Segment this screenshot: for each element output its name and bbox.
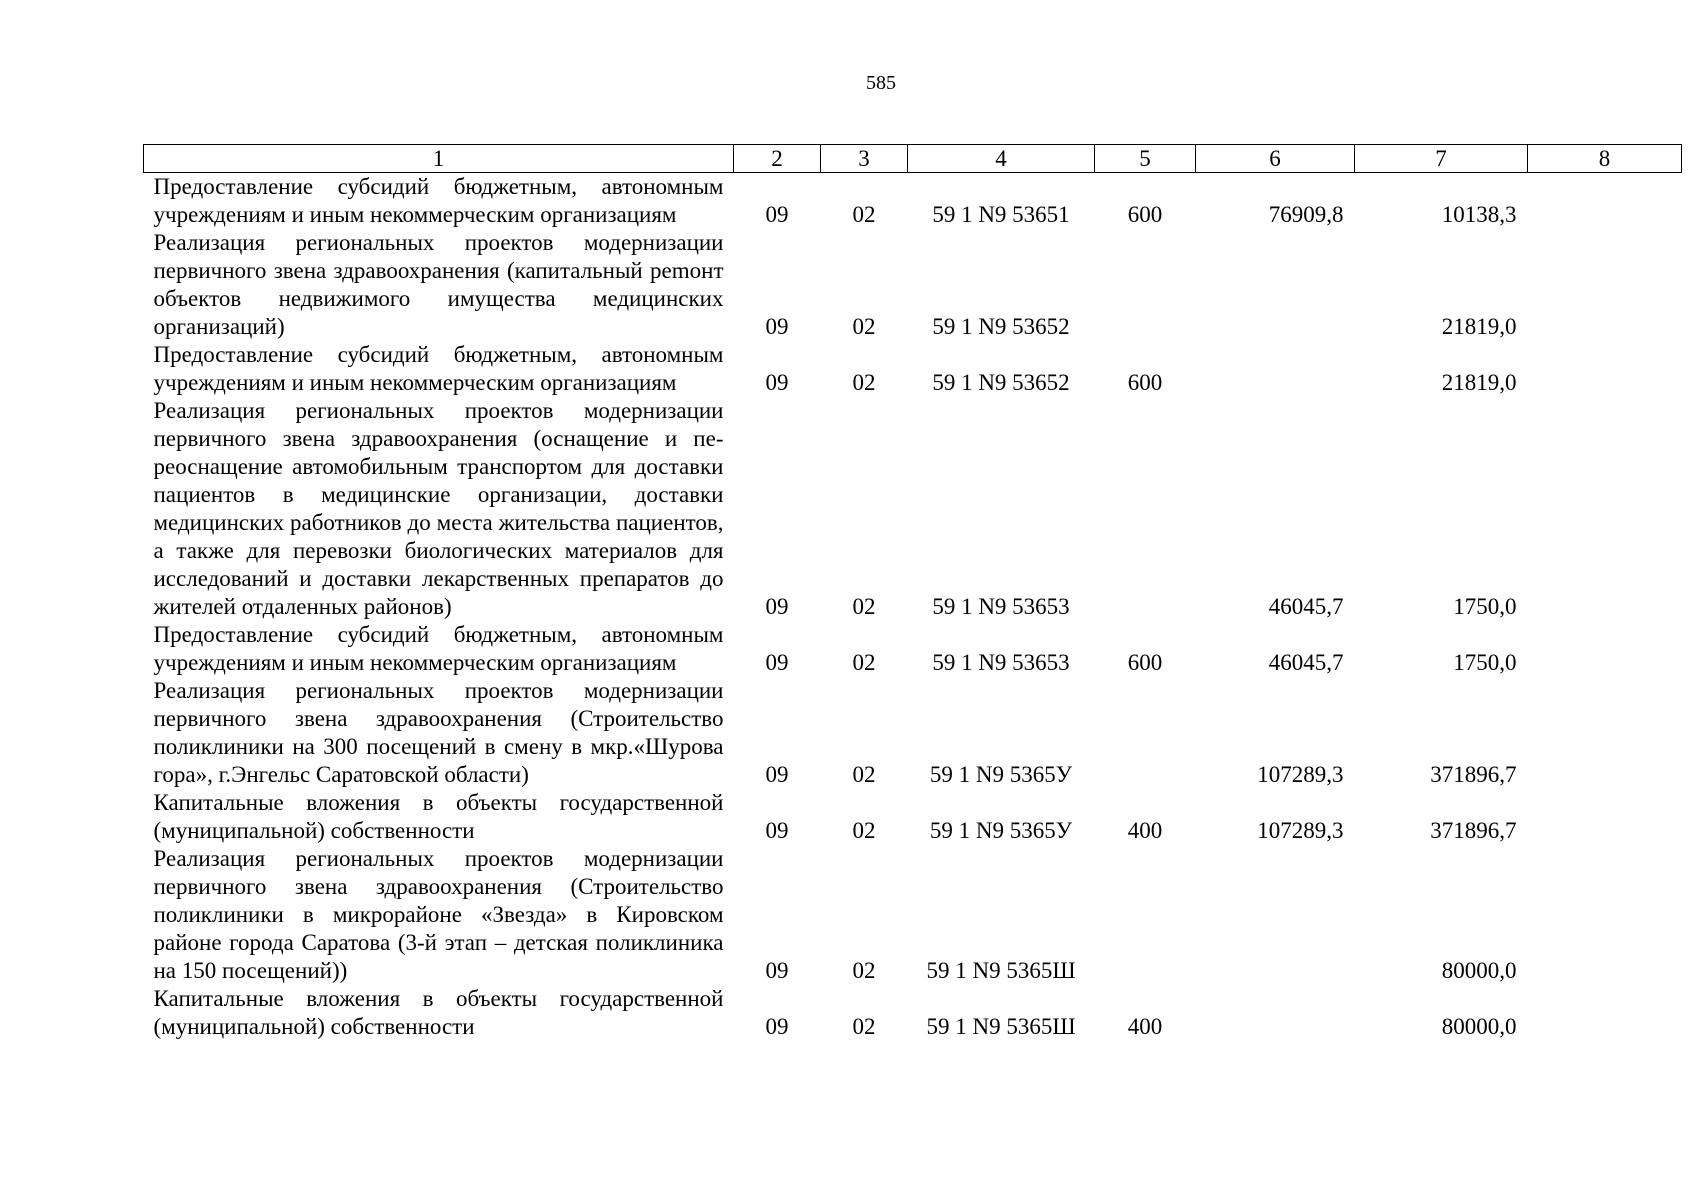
- row-section-code: 09: [765, 594, 789, 619]
- table-row: [144, 397, 1682, 621]
- row-amount-col-7: 1750,0: [1453, 650, 1517, 675]
- row-amount-col-8: [1528, 985, 1682, 1041]
- row-section-code: 09: [765, 762, 789, 787]
- row-amount-col-8: [1528, 341, 1682, 397]
- row-amount-col-6: 107289,3: [1257, 818, 1344, 843]
- row-section-code: 09: [765, 370, 789, 395]
- row-amount-col-6: 107289,3: [1257, 762, 1344, 787]
- row-target-article-code: 59 1 N9 53653: [932, 594, 1070, 619]
- row-amount-col-8: [1528, 397, 1682, 621]
- table-row: [144, 985, 1682, 1041]
- row-description: Реализация региональных проектов модернизации первичного звена здравоохранения (капитальный реmонт объектов недвижимого имущества медицинских организаций): [153, 230, 724, 339]
- row-target-article-code: 59 1 N9 53651: [932, 202, 1070, 227]
- row-amount-col-7: 10138,3: [1441, 202, 1517, 227]
- row-amount-col-7: 21819,0: [1441, 314, 1517, 339]
- table-row: [144, 173, 1682, 230]
- table-body: [144, 173, 1682, 1042]
- row-amount-col-8: [1528, 845, 1682, 985]
- table-row: [144, 845, 1682, 985]
- budget-table: [143, 144, 1682, 1041]
- row-amount-col-6: [1196, 845, 1355, 985]
- row-description: Предоставление субсидий бюджетным, автономным учреждениям и иным некоммерческим организациям: [153, 174, 724, 227]
- table-row: [144, 621, 1682, 677]
- table-row: [144, 677, 1682, 789]
- row-amount-col-8: [1528, 789, 1682, 845]
- row-section-code: 09: [765, 958, 789, 983]
- row-subsection-code: 02: [852, 202, 876, 227]
- row-description: Реализация региональных проектов модернизации первичного звена здравоохранения (Строительство поликлиники на 300 посещений в смену в мкр.«Шурова гора», г.Энгельс Саратовской области): [153, 678, 724, 787]
- row-expense-type-code: [1095, 845, 1196, 985]
- row-amount-col-6: [1196, 341, 1355, 397]
- table-row: [144, 789, 1682, 845]
- row-section-code: 09: [765, 650, 789, 675]
- row-section-code: 09: [765, 1014, 789, 1039]
- row-target-article-code: 59 1 N9 5365У: [929, 762, 1073, 787]
- header-col-4: 4: [908, 145, 1095, 173]
- header-col-1: 1: [144, 145, 734, 173]
- row-description: Капитальные вложения в объекты государственной (муниципальной) собственности: [153, 790, 724, 843]
- row-expense-type-code: 400: [1127, 1014, 1163, 1039]
- row-target-article-code: 59 1 N9 5365У: [929, 818, 1073, 843]
- row-amount-col-8: [1528, 173, 1682, 230]
- row-amount-col-6: [1196, 985, 1355, 1041]
- row-target-article-code: 59 1 N9 53652: [932, 370, 1070, 395]
- row-description: Реализация региональных проектов модернизации первичного звена здравоохранения (оснащение и переоснащение автомобильным транспортом для доставки пациентов в медицинские организации, доставки медицинских работников до места жительства пациентов, а также для перевозки биологических материалов для исследований и доставки лекарственных препаратов до жителей отдаленных районов): [153, 398, 724, 619]
- row-amount-col-8: [1528, 677, 1682, 789]
- row-amount-col-7: 371896,7: [1430, 818, 1517, 843]
- row-expense-type-code: [1095, 677, 1196, 789]
- row-amount-col-6: 76909,8: [1268, 202, 1344, 227]
- row-subsection-code: 02: [852, 650, 876, 675]
- row-expense-type-code: [1095, 229, 1196, 341]
- row-description: Капитальные вложения в объекты государственной (муниципальной) собственности: [153, 986, 724, 1039]
- row-expense-type-code: 400: [1127, 818, 1163, 843]
- row-expense-type-code: 600: [1127, 202, 1163, 227]
- row-amount-col-8: [1528, 229, 1682, 341]
- row-amount-col-7: 371896,7: [1430, 762, 1517, 787]
- row-amount-col-6: [1196, 229, 1355, 341]
- table-row: [144, 341, 1682, 397]
- row-section-code: 09: [765, 202, 789, 227]
- header-col-3: 3: [821, 145, 908, 173]
- row-subsection-code: 02: [852, 1014, 876, 1039]
- row-subsection-code: 02: [852, 594, 876, 619]
- header-col-5: 5: [1095, 145, 1196, 173]
- row-subsection-code: 02: [852, 314, 876, 339]
- row-amount-col-7: 80000,0: [1441, 1014, 1517, 1039]
- row-expense-type-code: 600: [1127, 370, 1163, 395]
- table-row: [144, 229, 1682, 341]
- row-subsection-code: 02: [852, 370, 876, 395]
- row-subsection-code: 02: [852, 818, 876, 843]
- table-header: [144, 145, 1682, 173]
- page-number: 585: [866, 72, 896, 94]
- row-amount-col-6: 46045,7: [1268, 650, 1344, 675]
- row-amount-col-6: 46045,7: [1268, 594, 1344, 619]
- row-target-article-code: 59 1 N9 5365Ш: [926, 1014, 1076, 1039]
- row-description: Предоставление субсидий бюджетным, автономным учреждениям и иным некоммерческим организациям: [153, 342, 724, 395]
- row-amount-col-7: 21819,0: [1441, 370, 1517, 395]
- row-amount-col-7: 80000,0: [1441, 958, 1517, 983]
- row-section-code: 09: [765, 818, 789, 843]
- row-target-article-code: 59 1 N9 53653: [932, 650, 1070, 675]
- row-description: Реализация региональных проектов модернизации первичного звена здравоохранения (Строительство поликлиники в микрорайоне «Звезда» в Кировском районе города Саратова (3-й этап – детская поликлиника на 150 посещений)): [153, 846, 724, 983]
- row-subsection-code: 02: [852, 958, 876, 983]
- header-col-2: 2: [734, 145, 821, 173]
- header-col-8: 8: [1528, 145, 1682, 173]
- row-expense-type-code: 600: [1127, 650, 1163, 675]
- row-target-article-code: 59 1 N9 53652: [932, 314, 1070, 339]
- header-row: [144, 145, 1682, 173]
- row-description: Предоставление субсидий бюджетным, автономным учреждениям и иным некоммерческим организациям: [153, 622, 724, 675]
- header-col-6: 6: [1196, 145, 1355, 173]
- row-expense-type-code: [1095, 397, 1196, 621]
- row-subsection-code: 02: [852, 762, 876, 787]
- row-target-article-code: 59 1 N9 5365Ш: [926, 958, 1076, 983]
- header-col-7: 7: [1355, 145, 1528, 173]
- row-amount-col-7: 1750,0: [1453, 594, 1517, 619]
- row-amount-col-8: [1528, 621, 1682, 677]
- row-section-code: 09: [765, 314, 789, 339]
